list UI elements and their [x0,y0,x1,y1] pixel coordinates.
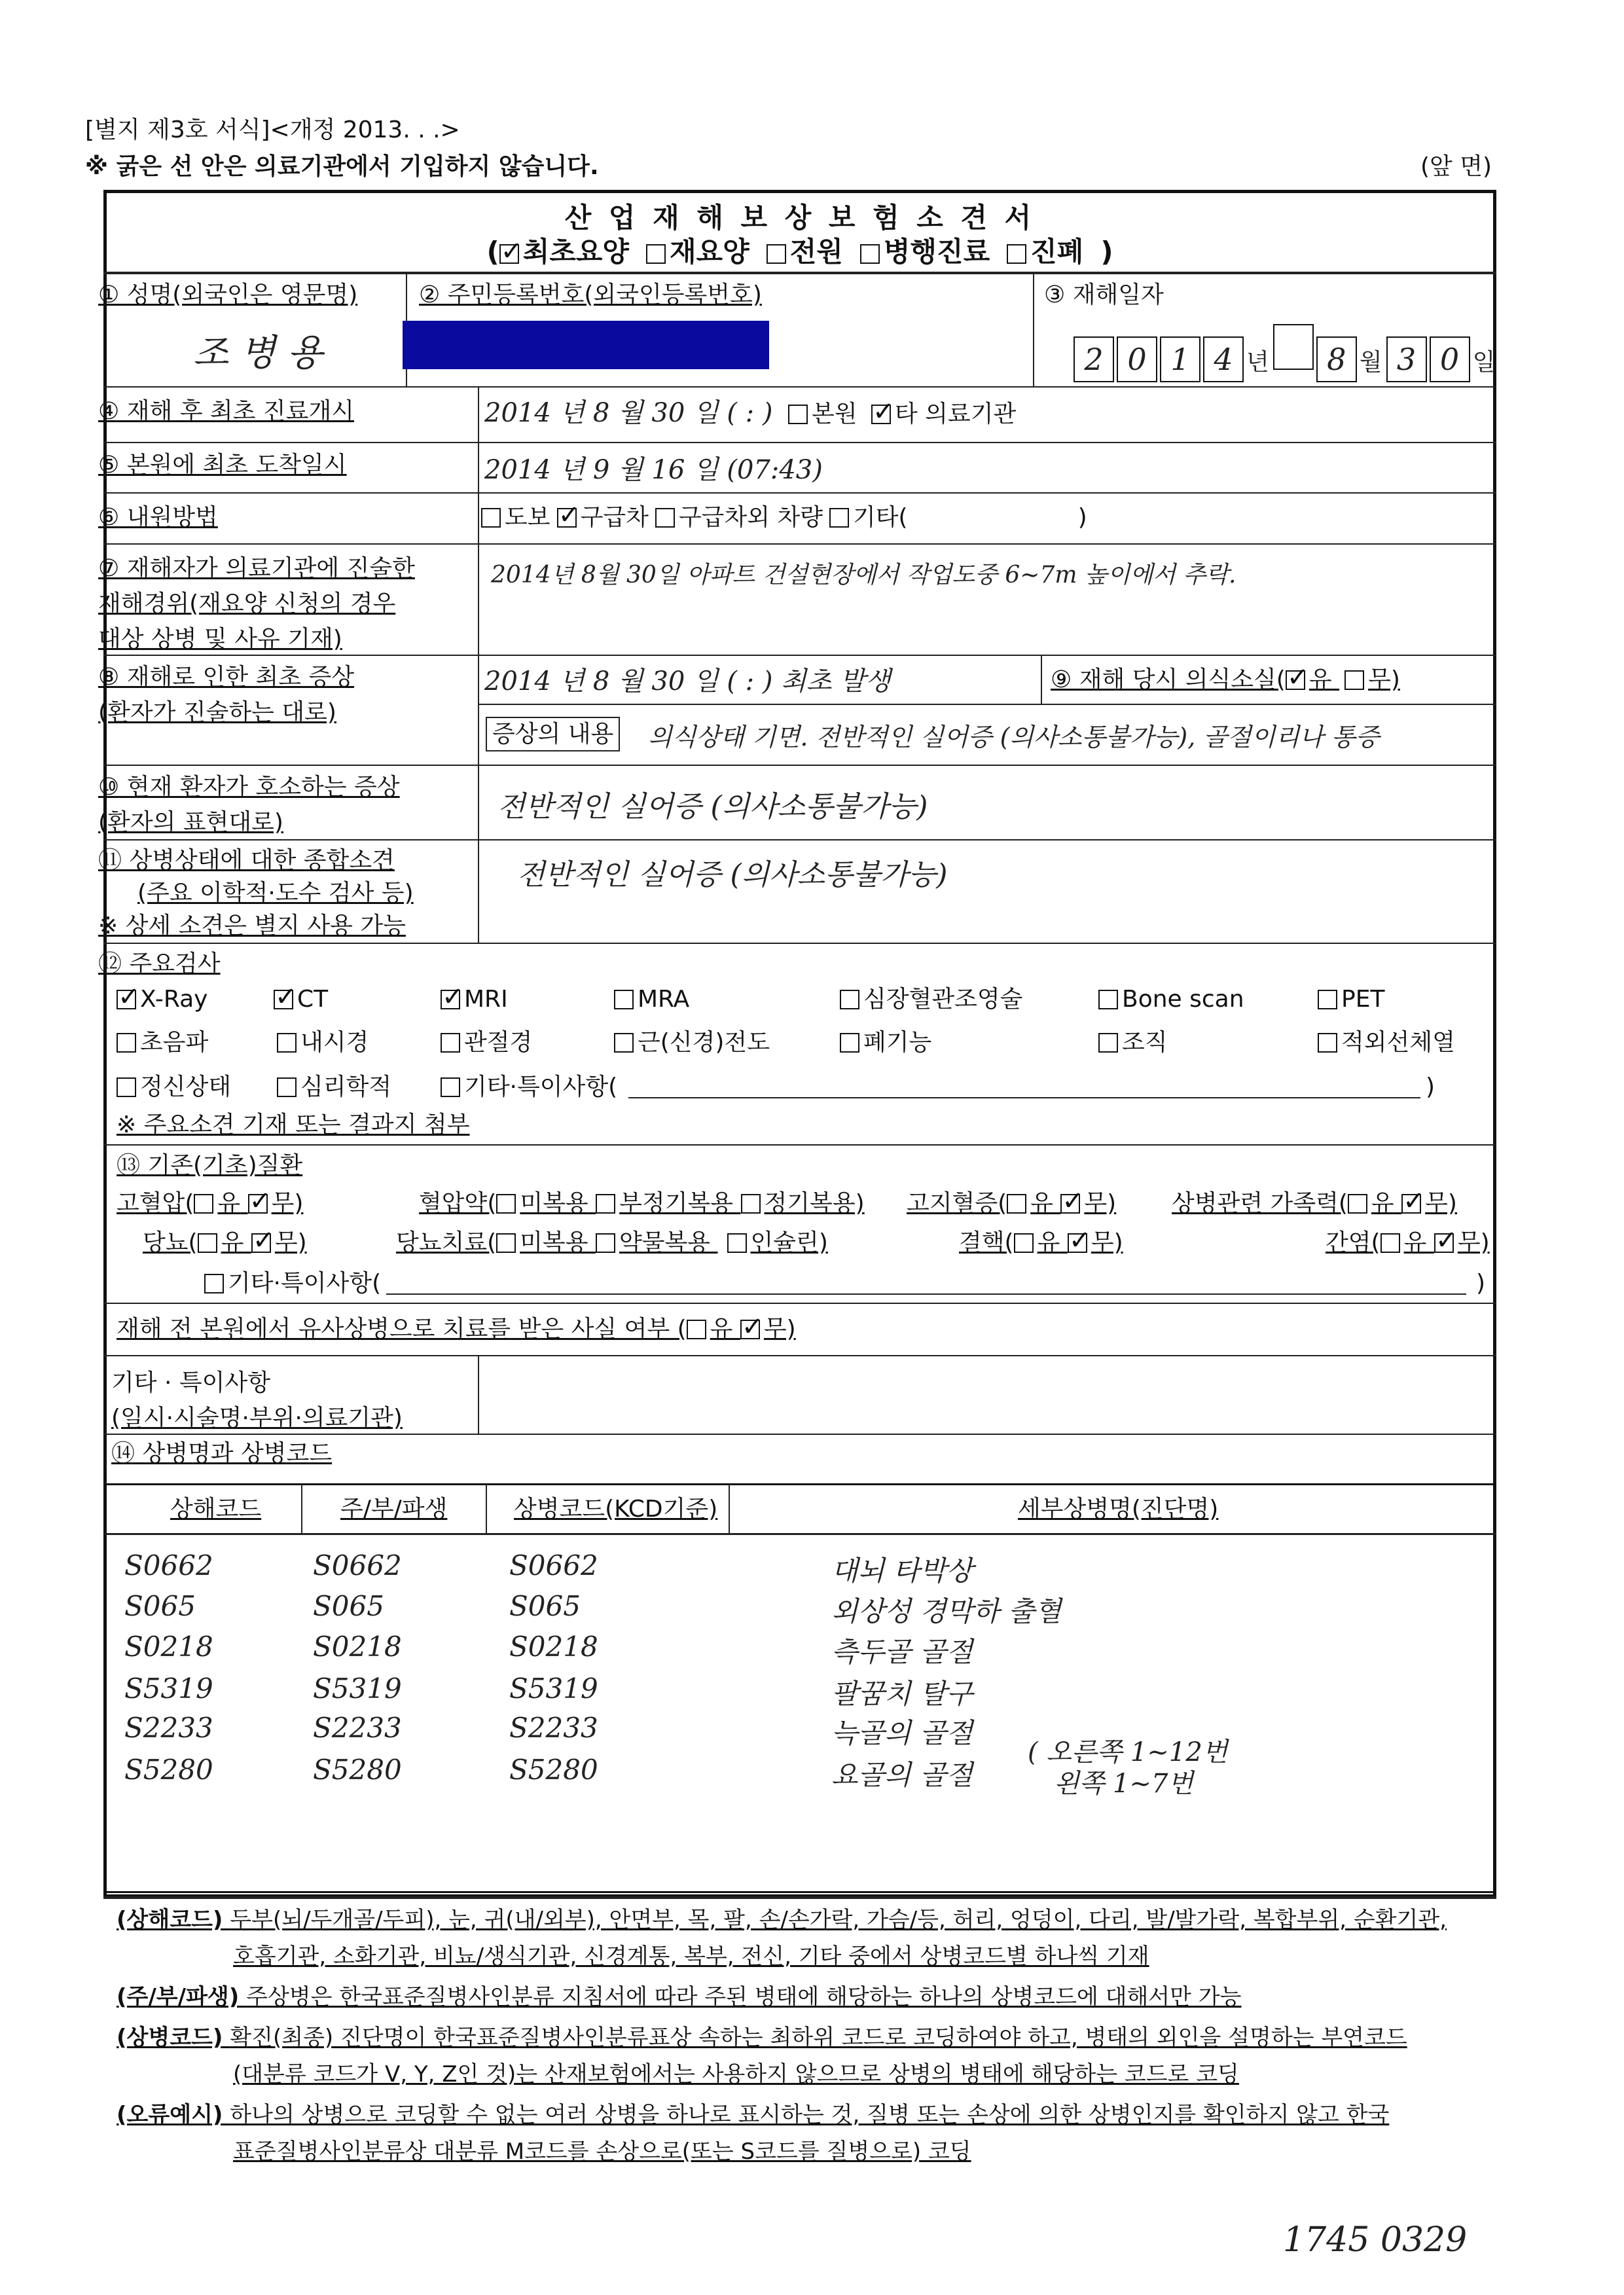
diagnosis-code: S5319 [124,1672,213,1705]
disease-other: 기타·특이사항( [204,1270,381,1297]
title-option-2-checkbox[interactable] [767,244,786,264]
hbp-no-checkbox[interactable] [248,1194,268,1214]
rib-side-note: ( 오른쪽 1~12번 왼쪽 1~7번 [1028,1737,1228,1799]
test-items_r3-0-checkbox[interactable] [117,1077,136,1097]
diagnosis-code: S5319 [313,1672,402,1705]
dmt-b-checkbox[interactable] [596,1233,615,1253]
header-diagnosis: 세부상병명(진단명) [1018,1496,1219,1523]
visit-option-label: 구급차외 차량 [678,504,823,531]
diabetes-treatment: 당뇨치료( 미복용 약물복용 인슐린) [396,1229,828,1256]
test-item: 심장혈관조영술 [840,986,1022,1013]
test-item: ✓X-Ray [117,986,208,1013]
note-block: (오류예시) 하나의 상병으로 코딩할 수 없는 여러 상병을 하나로 표시하는 것, 질병 또는 손상에 의한 상병인지를 확인하지 않고 한국 표준질병사인분류상 대분류 M코드를 손상으로(또는 S코드를 질병으로) 코딩 [117,2102,1390,2165]
hep-yes-checkbox[interactable] [1380,1233,1400,1253]
tuberculosis: 결핵( 유 ✓ 무) [959,1229,1123,1256]
hypertension: 고혈압( 유 ✓ 무) [117,1190,303,1217]
diagnosis-table [105,1483,1496,1893]
title-close: ) [1100,236,1113,268]
arrival-value: 2014 년 9 월 16 일 (07:43) [484,455,823,485]
diagnosis-code: S0662 [313,1549,402,1581]
test-item: 적외선체열 [1318,1029,1455,1056]
dmt-c-checkbox[interactable] [727,1233,747,1253]
diagnosis-code: S0218 [509,1631,598,1663]
title-option-1-checkbox[interactable] [646,244,666,264]
name-label: ① 성명(외국인은 영문명) [98,281,358,308]
patient-name: 조 병 용 [193,332,323,374]
accident-history-value: 2014년 8월 30일 아파트 건설현장에서 작업도중 6~7m 높이에서 추락. [491,562,1236,588]
consciousness-loss: ⑨ 재해 당시 의식소실(✓ 유 무) [1051,666,1400,693]
diagnosis-name: 측두골 골절 [831,1636,973,1668]
visit-option-label: 기타( [853,504,908,531]
form-number: [별지 제3호 서식]<개정 2013. . .> [85,117,460,143]
tests-other-close: ) [1426,1074,1435,1100]
test-item: 조직 [1098,1029,1168,1056]
tb-no-checkbox[interactable] [1068,1233,1087,1253]
chol-no-checkbox[interactable] [1060,1194,1080,1214]
arrival-label: ⑤ 본원에 최초 도착일시 [98,452,347,479]
title-option-0-checkbox[interactable] [499,244,519,264]
diagnosis-name: 늑골의 골절 [831,1717,973,1749]
test-items_r3-1-checkbox[interactable] [277,1077,297,1097]
tests-row-3 [117,1074,1491,1106]
header-kcd-code: 상병코드(KCD기준) [514,1496,718,1523]
coding-notes [117,1902,1498,2174]
other-hospital-checkbox[interactable] [871,405,891,424]
redaction-bar [403,321,769,369]
test-item: 폐기능 [840,1029,931,1056]
diagnosis-code: S0218 [313,1631,402,1663]
other-notes-label: 기타 · 특이사항 (일시·시술명·부위·의료기관) [111,1369,403,1432]
test-item: 심리학적 [277,1074,391,1100]
visit-option-label: 도보 [505,504,550,531]
title-option-label: 전원 [789,236,843,268]
visit-method-options [481,504,1087,531]
current-symptom-value: 전반적인 실어증 (의사소통불가능) [497,790,928,823]
bp-med-b-checkbox[interactable] [596,1194,615,1214]
hep-no-checkbox[interactable] [1434,1233,1454,1253]
self-hospital-checkbox[interactable] [788,405,808,424]
diagnosis-code: S5319 [509,1672,598,1705]
test-items_r2-6-checkbox[interactable] [1318,1033,1337,1053]
tests-note: ※ 주요소견 기재 또는 결과지 첨부 [117,1111,470,1138]
test-items_r1-6-checkbox[interactable] [1318,990,1337,1009]
title-open: ( [486,236,499,268]
title-option-label: 최초요양 [522,236,629,268]
diagnosis-code: S5280 [313,1754,402,1786]
tests-other-underline [628,1097,1420,1098]
current-symptom-label: ⑩ 현재 환자가 호소하는 증상 (환자의 표현대로) [98,774,400,836]
diagnosis-name: 요골의 골절 [831,1759,973,1791]
diagnosis-code: S065 [313,1590,384,1622]
diagnosis-code: S065 [509,1590,581,1622]
first-treatment-value: 2014 년 8 월 30 일 ( : ) 본원 ✓ 타 의료기관 [484,398,1016,428]
diagnosis-code: S0662 [124,1549,213,1581]
title-option-label: 진폐 [1030,236,1084,268]
accident-history-label: ⑦ 재해자가 의료기관에 진술한 재해경위(재요양 신청의 경우 대상 상병 및 사유 기재) [98,555,415,653]
notice: ※ 굵은 선 안은 의료기관에서 기입하지 않습니다. [85,153,599,180]
visit-option-2-checkbox[interactable] [655,508,675,528]
test-items_r1-1-checkbox[interactable] [274,990,293,1009]
bp-med-c-checkbox[interactable] [741,1194,761,1214]
test-item: 기타·특이사항( [441,1074,617,1100]
visit-method-label: ⑥ 내원방법 [98,504,218,531]
consciousness-yes-checkbox[interactable] [1286,670,1305,690]
diagnosis-code: S2233 [124,1712,213,1744]
test-item: 내시경 [277,1029,369,1056]
diabetes: 당뇨( 유 ✓ 무) [143,1229,307,1256]
symptom-content-label: 증상의 내용 [486,717,620,751]
test-items_r2-3-checkbox[interactable] [614,1033,634,1053]
initial-symptom-date: 2014 년 8 월 30 일 ( : ) 최초 발생 [484,666,891,696]
fam-no-checkbox[interactable] [1401,1194,1421,1214]
title-option-label: 병행진료 [883,236,990,268]
diagnosis-name: 외상성 경막하 출혈 [831,1595,1062,1627]
dm-no-checkbox[interactable] [251,1233,271,1253]
consciousness-no-checkbox[interactable] [1344,670,1364,690]
date-label: ③ 재해일자 [1044,281,1164,308]
test-item: MRA [614,986,689,1013]
hbp-yes-checkbox[interactable] [194,1194,213,1214]
form-title: 산 업 재 해 보 상 보 험 소 견 서 [564,202,1036,234]
test-item: 정신상태 [117,1074,231,1100]
test-items_r2-1-checkbox[interactable] [277,1033,297,1053]
test-item: 초음파 [117,1029,208,1056]
dmt-a-checkbox[interactable] [496,1233,516,1253]
prior-yes-checkbox[interactable] [687,1320,706,1339]
accident-date: 2 0 1 4 년 8 월 3 0 일 [1074,324,1495,382]
visit-other-close: ) [1077,504,1087,531]
visit-option-3-checkbox[interactable] [829,508,849,528]
test-item: Bone scan [1098,986,1244,1013]
main-tests-label: ⑫ 주요검사 [98,950,221,977]
initial-symptom-label: ⑧ 재해로 인한 최초 증상 (환자가 진술하는 대로) [98,664,355,726]
test-item: ✓ MRI [441,986,508,1013]
diagnosis-code: S065 [124,1590,196,1622]
header-main-sub: 주/부/파생 [340,1496,448,1523]
overall-opinion-label: ⑪ 상병상태에 대한 종합소견 (주요 이학적·도수 검사 등) ※ 상세 소견은 별지 사용 가능 [98,847,414,939]
tests-row-2 [117,1029,1491,1062]
disease-other-checkbox[interactable] [204,1274,224,1293]
first-treatment-label: ④ 재해 후 최초 진료개시 [98,398,355,425]
test-items_r1-2-checkbox[interactable] [441,990,460,1009]
test-items_r2-4-checkbox[interactable] [840,1033,859,1053]
id-label: ② 주민등록번호(외국인등록번호) [419,281,762,308]
visit-option-0-checkbox[interactable] [481,508,501,528]
fam-yes-checkbox[interactable] [1348,1194,1367,1214]
bp-medication: 혈압약( 미복용 부정기복용 정기복용) [419,1190,865,1217]
dm-yes-checkbox[interactable] [198,1233,217,1253]
test-items_r1-3-checkbox[interactable] [614,990,634,1009]
header-injury-code: 상해코드 [170,1496,262,1523]
disease-other-close: ) [1476,1270,1486,1297]
overall-opinion-value: 전반적인 실어증 (의사소통불가능) [517,858,948,892]
diagnosis-code: S0662 [509,1549,598,1581]
diagnosis-label: ⑭ 상병명과 상병코드 [111,1440,333,1467]
test-items_r3-2-checkbox[interactable] [441,1077,460,1097]
visit-option-1-checkbox[interactable] [557,508,577,528]
bp-med-a-checkbox[interactable] [496,1194,516,1214]
test-item: ✓ CT [274,986,328,1013]
diagnosis-code: S2233 [509,1712,598,1744]
page-side: (앞 면) [1420,153,1492,180]
tb-yes-checkbox[interactable] [1014,1233,1034,1253]
note-block: (상해코드) 두부(뇌/두개골/두피), 눈, 귀(내/외부), 안면부, 목, 팔, 손/손가락, 가슴/등, 허리, 엉덩이, 다리, 발/발가락, 복합부위, 순환기관, 호흡기관, 소화기관, 비뇨/생식기관, 신경계통, 복부, 전신, 기타 중에서 상병코드별 하나씩 기재 [117,1907,1447,1970]
test-items_r2-5-checkbox[interactable] [1098,1033,1118,1053]
prior-treatment: 재해 전 본원에서 유사상병으로 치료를 받은 사실 여부 ( 유 ✓ 무) [117,1316,796,1343]
test-item: 근(신경)전도 [614,1029,770,1056]
diagnosis-code: S0218 [124,1631,213,1663]
prior-no-checkbox[interactable] [740,1320,760,1339]
diagnosis-name: 대뇌 타박상 [831,1555,973,1587]
hepatitis: 간염( 유 ✓ 무) [1326,1229,1490,1256]
existing-disease-label: ⑬ 기존(기초)질환 [117,1152,303,1179]
note-block: (주/부/파생) 주상병은 한국표준질병사인분류 지침서에 따라 주된 병태에 해당하는 하나의 상병코드에 대해서만 가능 [117,1984,1242,2010]
symptom-content-value: 의식상태 기면. 전반적인 실어증 (의사소통불가능), 골절이리나 통증 [648,723,1380,751]
chol-yes-checkbox[interactable] [1007,1194,1026,1214]
diagnosis-code: S5280 [124,1754,213,1786]
diagnosis-code: S5280 [509,1754,598,1786]
tests-row-1 [117,986,1491,1019]
test-items_r2-0-checkbox[interactable] [117,1033,136,1053]
visit-option-label: 구급차 [580,504,649,531]
title-option-4-checkbox[interactable] [1007,244,1026,264]
test-item: PET [1318,986,1384,1013]
hyperlipidemia: 고지혈증( 유 ✓ 무) [907,1190,1116,1217]
disease-other-underline [386,1293,1466,1295]
test-items_r2-2-checkbox[interactable] [441,1033,460,1053]
title-option-label: 재요양 [669,236,749,268]
family-history: 상병관련 가족력( 유 ✓ 무) [1172,1190,1457,1217]
test-items_r1-5-checkbox[interactable] [1098,990,1118,1009]
diagnosis-name: 팔꿈치 탈구 [831,1678,973,1710]
test-items_r1-0-checkbox[interactable] [117,990,136,1009]
test-items_r1-4-checkbox[interactable] [840,990,859,1009]
title-option-3-checkbox[interactable] [860,244,880,264]
note-block: (상병코드) 확진(최종) 진단명이 한국표준질병사인분류표상 속하는 최하위 코드로 코딩하여야 하고, 병태의 외인을 설명하는 부연코드 (대분류 코드가 V, Y, Z인 것)는 산재보험에서는 사용하지 않으므로 상병의 병태에 해당하는 코드로 코딩 [117,2025,1407,2087]
test-item: 관절경 [441,1029,532,1056]
title-options [103,230,1496,270]
diagnosis-code: S2233 [313,1712,402,1744]
handwritten-id: 1745 0329 [1283,2220,1468,2260]
